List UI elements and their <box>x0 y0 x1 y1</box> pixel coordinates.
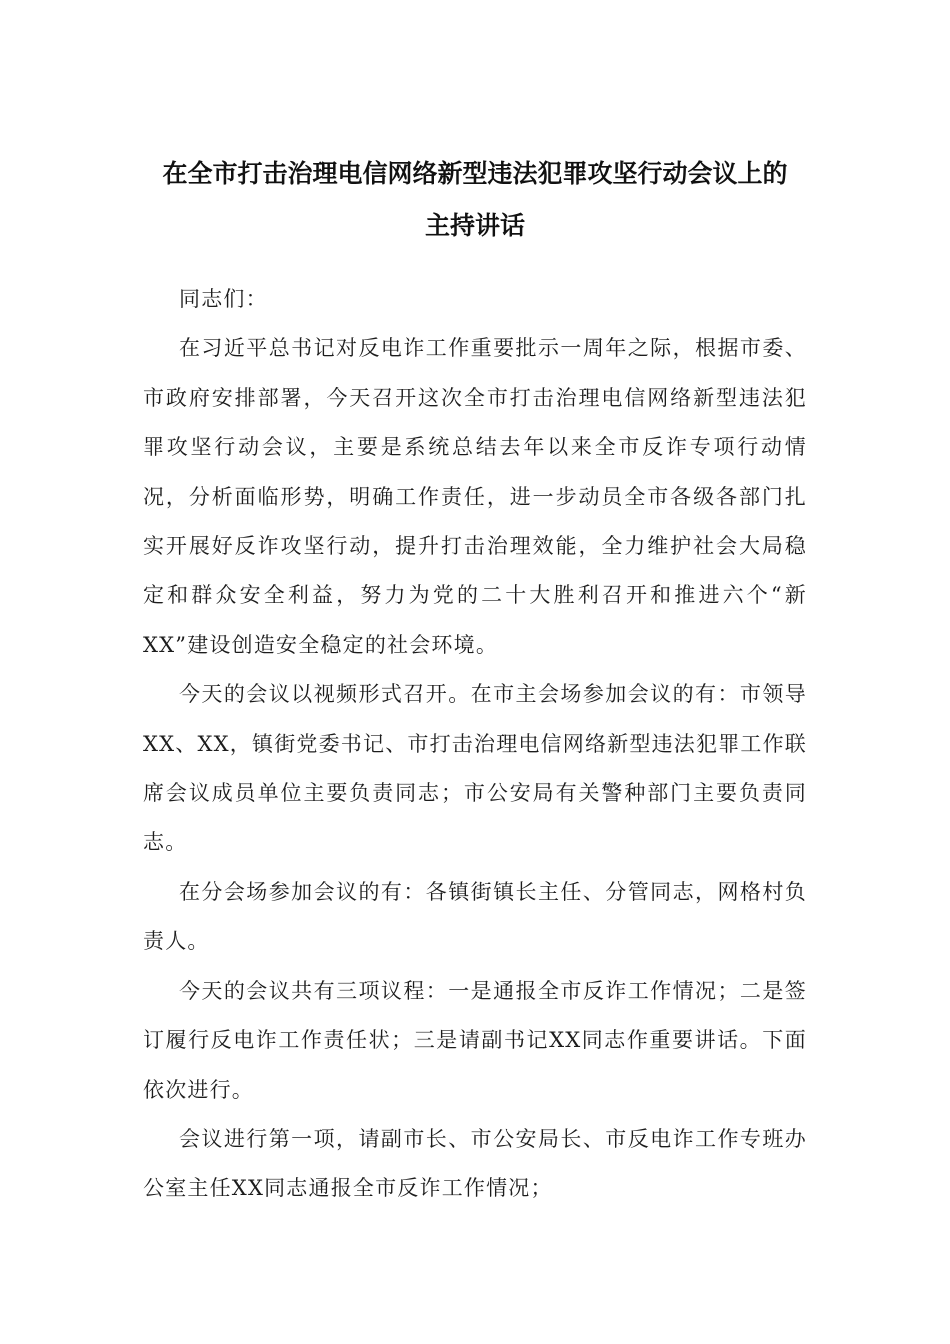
document-title-line-1: 在全市打击治理电信网络新型违法犯罪攻坚行动会议上的 <box>162 159 788 188</box>
document-title-line-2: 主持讲话 <box>424 211 525 240</box>
body-paragraph: 在分会场参加会议的有：各镇街镇长主任、分管同志，网格村负责人。 <box>143 879 807 954</box>
body-paragraph: 今天的会议以视频形式召开。在市主会场参加会议的有：市领导XX、XX，镇街党委书记、市打击治理电信网络新型违法犯罪工作联席会议成员单位主要负责同志；市公安局有关警种部门主要负责同志。 <box>143 682 807 855</box>
body-paragraph: 今天的会议共有三项议程：一是通报全市反诈工作情况；二是签订履行反电诈工作责任状；三是请副书记XX同志作重要讲话。下面依次进行。 <box>143 978 807 1102</box>
body-paragraph: 在习近平总书记对反电诈工作重要批示一周年之际，根据市委、市政府安排部署，今天召开这次全市打击治理电信网络新型违法犯罪攻坚行动会议，主要是系统总结去年以来全市反诈专项行动情况，分析面临形势，明确工作责任，进一步动员全市各级各部门扎实开展好反诈攻坚行动，提升打击治理效能，全力维护社会大局稳定和群众安全利益，努力为党的二十大胜利召开和推进六个“新XX”建设创造安全稳定的社会环境。 <box>143 336 807 657</box>
document-body <box>143 275 807 1214</box>
salutation-paragraph: 同志们： <box>179 287 268 311</box>
body-paragraph: 会议进行第一项，请副市长、市公安局长、市反电诈工作专班办公室主任XX同志通报全市反诈工作情况； <box>143 1126 807 1201</box>
